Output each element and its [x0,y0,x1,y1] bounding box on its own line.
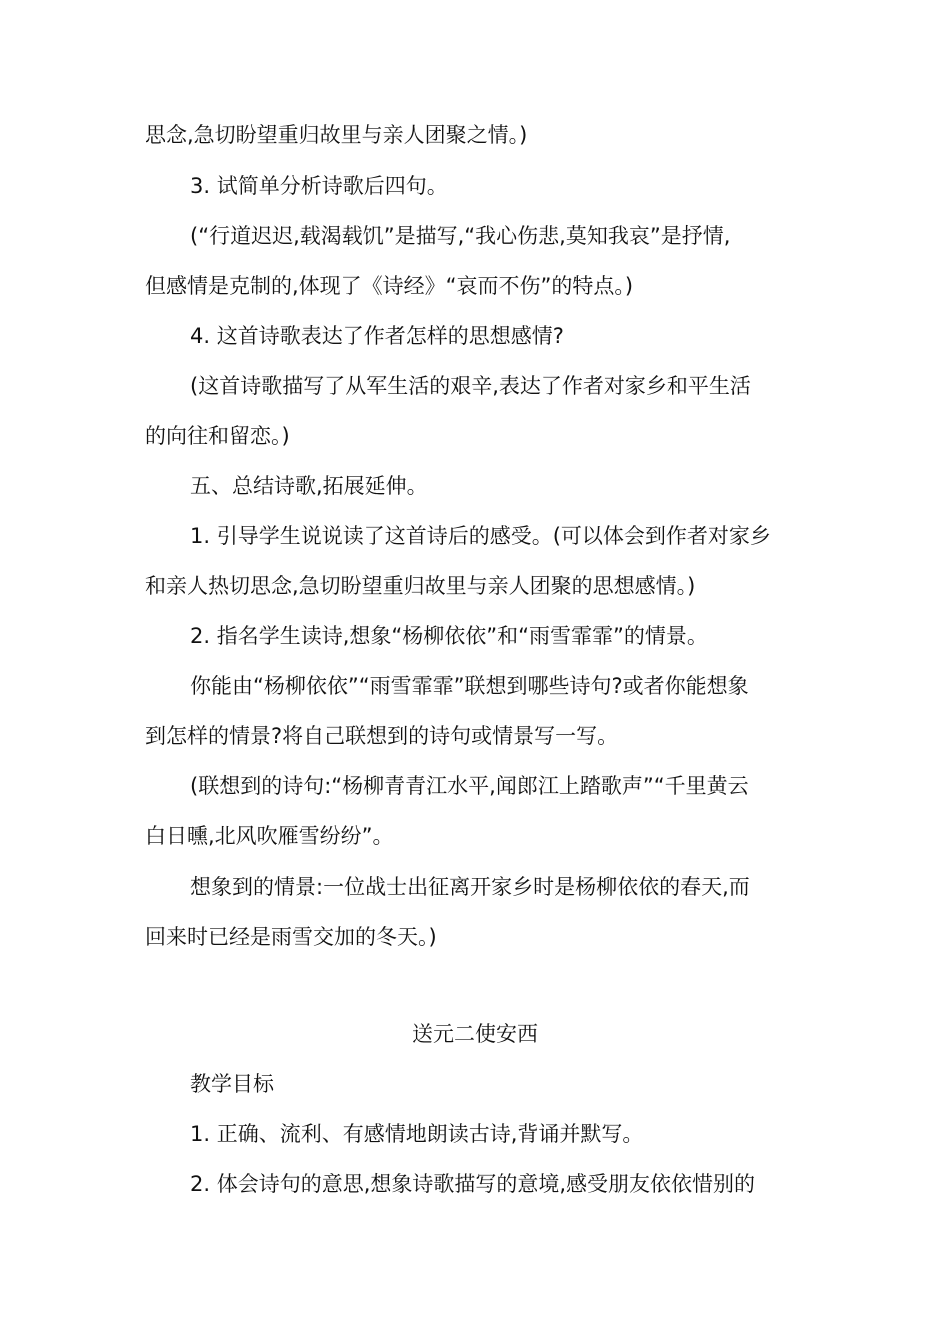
text-line: 你能由“杨柳依依”“雨雪霏霏”联想到哪些诗句?或者你能想象 [190,674,749,698]
text-line: 到怎样的情景?将自己联想到的诗句或情景写一写。 [145,724,619,748]
text-line: 的向往和留恋。) [145,424,290,448]
text-line: 教学目标 [190,1072,274,1096]
text-line: 五、总结诗歌,拓展延伸。 [190,474,428,498]
text-line: 但感情是克制的,体现了《诗经》“哀而不伤”的特点。) [145,274,634,298]
text-line: 2. 体会诗句的意思,想象诗歌描写的意境,感受朋友依依惜别的 [190,1172,756,1196]
text-line: 和亲人热切思念,急切盼望重归故里与亲人团聚的思想感情。) [145,574,696,598]
section-title: 送元二使安西 [412,1022,538,1046]
text-line: (联想到的诗句:“杨柳青青江水平,闻郎江上踏歌声”“千里黄云 [190,774,749,798]
text-line: (“行道迟迟,载渴载饥”是描写,“我心伤悲,莫知我哀”是抒情, [190,224,731,248]
text-line: 3. 试简单分析诗歌后四句。 [190,174,448,198]
text-line: 1. 正确、流利、有感情地朗读古诗,背诵并默写。 [190,1122,644,1146]
text-line: 4. 这首诗歌表达了作者怎样的思想感情? [190,324,564,348]
text-line: 1. 引导学生说说读了这首诗后的感受。(可以体会到作者对家乡 [190,524,771,548]
text-line: 思念,急切盼望重归故里与亲人团聚之情。) [145,123,528,147]
text-line: 白日曛,北风吹雁雪纷纷”。 [145,824,394,848]
text-line: 2. 指名学生读诗,想象“杨柳依依”和“雨雪霏霏”的情景。 [190,624,708,648]
text-line: 想象到的情景:一位战士出征离开家乡时是杨柳依依的春天,而 [190,875,750,899]
text-line: 回来时已经是雨雪交加的冬天。) [145,925,437,949]
text-line: (这首诗歌描写了从军生活的艰辛,表达了作者对家乡和平生活 [190,374,751,398]
